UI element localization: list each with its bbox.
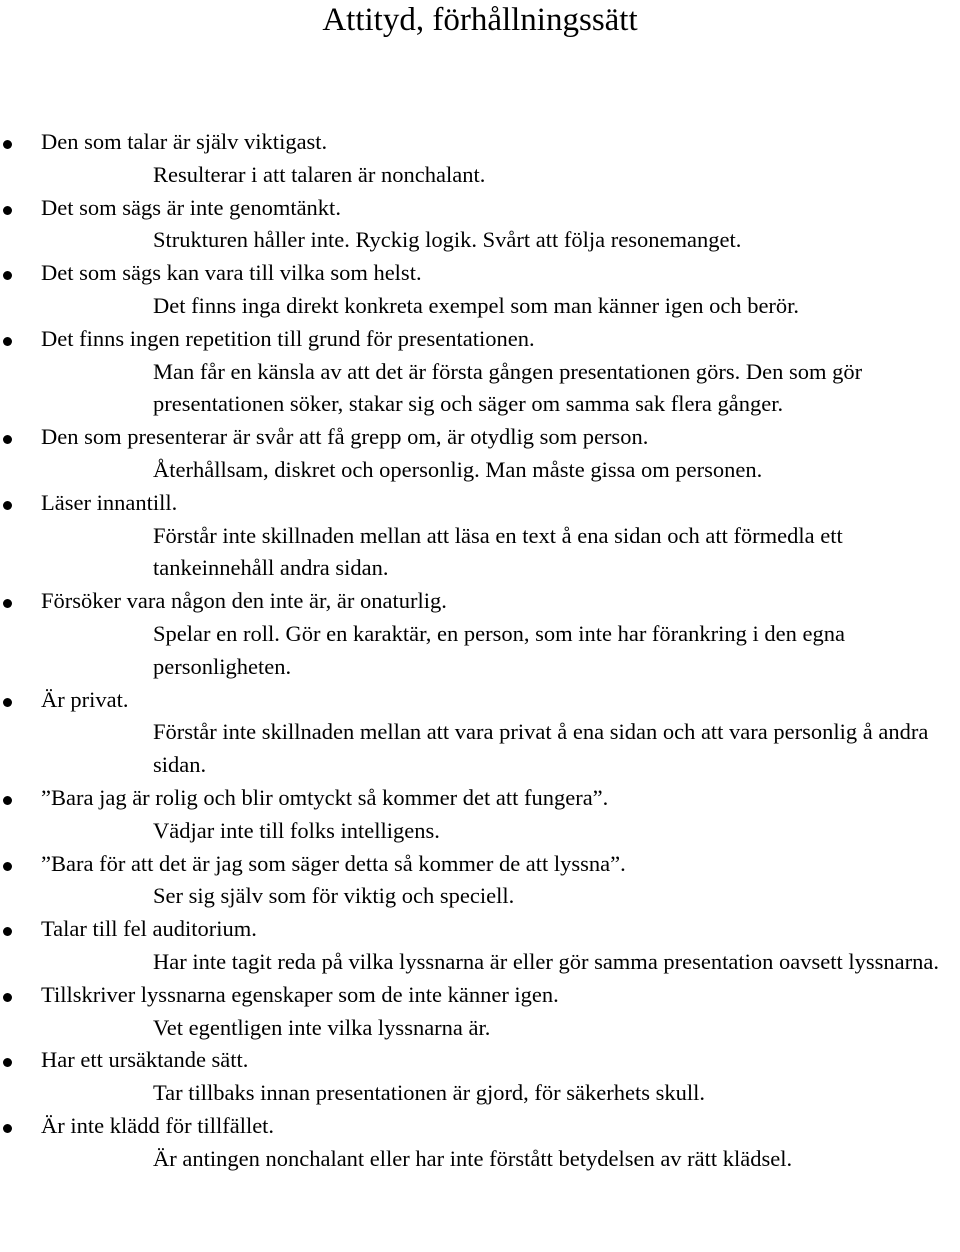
- list-item: [0, 585, 960, 683]
- bullet-main-text: [0, 848, 960, 881]
- bullet-icon: [3, 271, 12, 280]
- bullet-sub-text: Förstår inte skillnaden mellan att läsa en text å ena sidan och att förmedla ett tankeinnehåll andra sidan.: [153, 522, 843, 581]
- bullet-main-label: Är privat.: [41, 686, 129, 712]
- bullet-main-label: ”Bara för att det är jag som säger detta så kommer de att lyssna”.: [41, 850, 626, 876]
- bullet-main-label: Läser innantill.: [41, 489, 178, 515]
- bullet-main-text: [0, 684, 960, 717]
- list-item: [0, 684, 960, 782]
- bullet-list: [0, 126, 960, 1176]
- bullet-sub-text: Strukturen håller inte. Ryckig logik. Svårt att följa resonemanget.: [153, 227, 742, 253]
- list-item: [0, 913, 960, 979]
- list-item: [0, 421, 960, 487]
- bullet-main-label: Det som sägs kan vara till vilka som helst.: [41, 260, 422, 286]
- bullet-icon: [3, 140, 12, 149]
- bullet-icon: [3, 206, 12, 215]
- list-item: [0, 979, 960, 1045]
- bullet-main-label: Det som sägs är inte genomtänkt.: [41, 194, 341, 220]
- bullet-icon: [3, 927, 12, 936]
- bullet-icon: [3, 337, 12, 346]
- page-title: Attityd, förhållningssätt: [322, 2, 638, 38]
- bullet-main-text: [0, 192, 960, 225]
- bullet-sub-text: Tar tillbaks innan presentationen är gjord, för säkerhets skull.: [153, 1080, 706, 1106]
- bullet-sub-text: Ser sig själv som för viktig och speciell.: [153, 883, 515, 909]
- bullet-icon: [3, 599, 12, 608]
- bullet-main-text: [0, 257, 960, 290]
- bullet-main-text: [0, 782, 960, 815]
- list-item: [0, 487, 960, 585]
- bullet-sub-text: Vädjar inte till folks intelligens.: [153, 817, 440, 843]
- bullet-sub-text: Har inte tagit reda på vilka lyssnarna är eller gör samma presentation oavsett lyssnarna.: [153, 948, 939, 974]
- list-item: [0, 323, 960, 421]
- bullet-sub-text: Resulterar i att talaren är nonchalant.: [153, 161, 486, 187]
- bullet-main-text: [0, 1110, 960, 1143]
- bullet-main-text: [0, 585, 960, 618]
- bullet-main-text: [0, 1044, 960, 1077]
- bullet-main-text: [0, 126, 960, 159]
- bullet-main-text: [0, 979, 960, 1012]
- bullet-sub-text: Man får en känsla av att det är första gången presentationen görs. Den som gör presentationen söker, stakar sig och säger om samma sak flera gånger.: [153, 358, 863, 417]
- list-item: [0, 257, 960, 323]
- list-item: [0, 126, 960, 192]
- bullet-main-text: [0, 323, 960, 356]
- bullet-main-label: ”Bara jag är rolig och blir omtyckt så kommer det att fungera”.: [41, 784, 609, 810]
- bullet-icon: [3, 1124, 12, 1133]
- bullet-main-label: Tillskriver lyssnarna egenskaper som de inte känner igen.: [41, 981, 559, 1007]
- bullet-sub-text: Förstår inte skillnaden mellan att vara privat å ena sidan och att vara personlig å andra sidan.: [153, 719, 929, 778]
- bullet-icon: [3, 1058, 12, 1067]
- bullet-icon: [3, 862, 12, 871]
- bullet-main-label: Försöker vara någon den inte är, är onaturlig.: [41, 588, 447, 614]
- bullet-main-label: Talar till fel auditorium.: [41, 916, 257, 942]
- list-item: [0, 1044, 960, 1110]
- list-item: [0, 848, 960, 914]
- bullet-main-label: Den som presenterar är svår att få grepp om, är otydlig som person.: [41, 424, 649, 450]
- bullet-icon: [3, 993, 12, 1002]
- bullet-sub-text: Är antingen nonchalant eller har inte förstått betydelsen av rätt klädsel.: [153, 1145, 793, 1171]
- bullet-main-label: Är inte klädd för tillfället.: [41, 1112, 275, 1138]
- bullet-main-label: Det finns ingen repetition till grund för presentationen.: [41, 325, 535, 351]
- bullet-main-label: Har ett ursäktande sätt.: [41, 1047, 249, 1073]
- bullet-icon: [3, 698, 12, 707]
- bullet-sub-text: Vet egentligen inte vilka lyssnarna är.: [153, 1014, 491, 1040]
- bullet-main-text: [0, 487, 960, 520]
- bullet-main-text: [0, 913, 960, 946]
- bullet-icon: [3, 501, 12, 510]
- bullet-sub-text: Det finns inga direkt konkreta exempel som man känner igen och berör.: [153, 292, 800, 318]
- bullet-icon: [3, 435, 12, 444]
- bullet-icon: [3, 796, 12, 805]
- bullet-sub-text: Återhållsam, diskret och opersonlig. Man måste gissa om personen.: [153, 456, 763, 482]
- bullet-sub-text: Spelar en roll. Gör en karaktär, en person, som inte har förankring i den egna personligheten.: [153, 620, 845, 679]
- bullet-main-label: Den som talar är själv viktigast.: [41, 129, 328, 154]
- list-item: [0, 192, 960, 258]
- bullet-main-text: [0, 421, 960, 454]
- list-item: [0, 782, 960, 848]
- list-item: [0, 1110, 960, 1176]
